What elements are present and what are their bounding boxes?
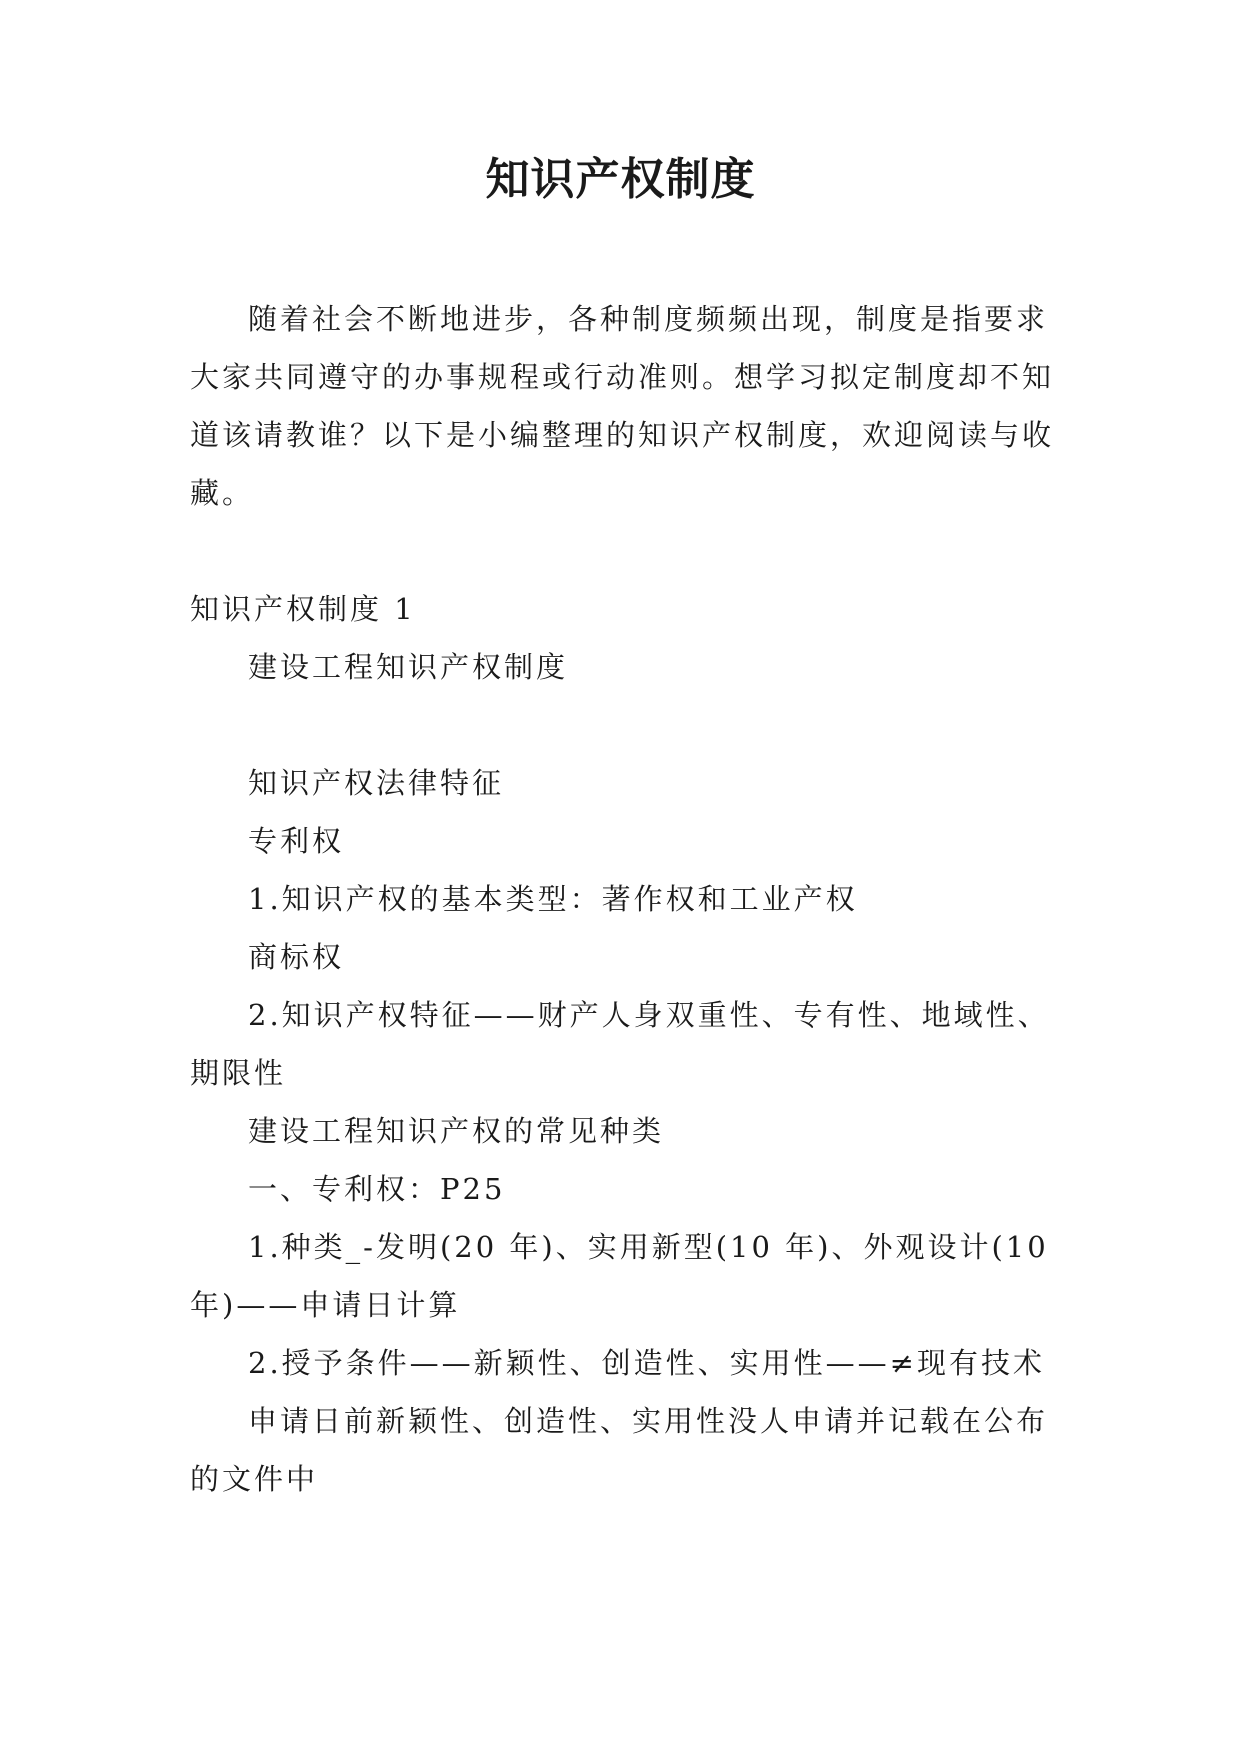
body-line: 建设工程知识产权的常见种类: [248, 1114, 665, 1148]
subsection-title: 建设工程知识产权制度: [248, 650, 569, 684]
document-title: 知识产权制度: [485, 154, 756, 205]
body-line: 2.知识产权特征——财产人身双重性、专有性、地域性、期限性: [190, 998, 1050, 1090]
section-heading: 知识产权制度 1: [190, 592, 416, 626]
body-line: 1.种类_-发明(20 年)、实用新型(10 年)、外观设计(10 年)——申请日计算: [190, 1230, 1049, 1322]
document-body: [190, 290, 1054, 1508]
body-line: 1.知识产权的基本类型：著作权和工业产权: [248, 882, 858, 916]
body-line: 一、专利权：P25: [248, 1172, 506, 1206]
body-line: 2.授予条件——新颖性、创造性、实用性——≠现有技术: [248, 1346, 1045, 1380]
body-line: 专利权: [248, 824, 345, 858]
body-line: 申请日前新颖性、创造性、实用性没人申请并记载在公布的文件中: [190, 1404, 1049, 1496]
body-line: 知识产权法律特征: [248, 766, 505, 800]
body-line: 商标权: [248, 940, 345, 974]
intro-paragraph: 随着社会不断地进步，各种制度频频出现，制度是指要求大家共同遵守的办事规程或行动准则。想学习拟定制度却不知道该请教谁？以下是小编整理的知识产权制度，欢迎阅读与收藏。: [190, 302, 1055, 510]
